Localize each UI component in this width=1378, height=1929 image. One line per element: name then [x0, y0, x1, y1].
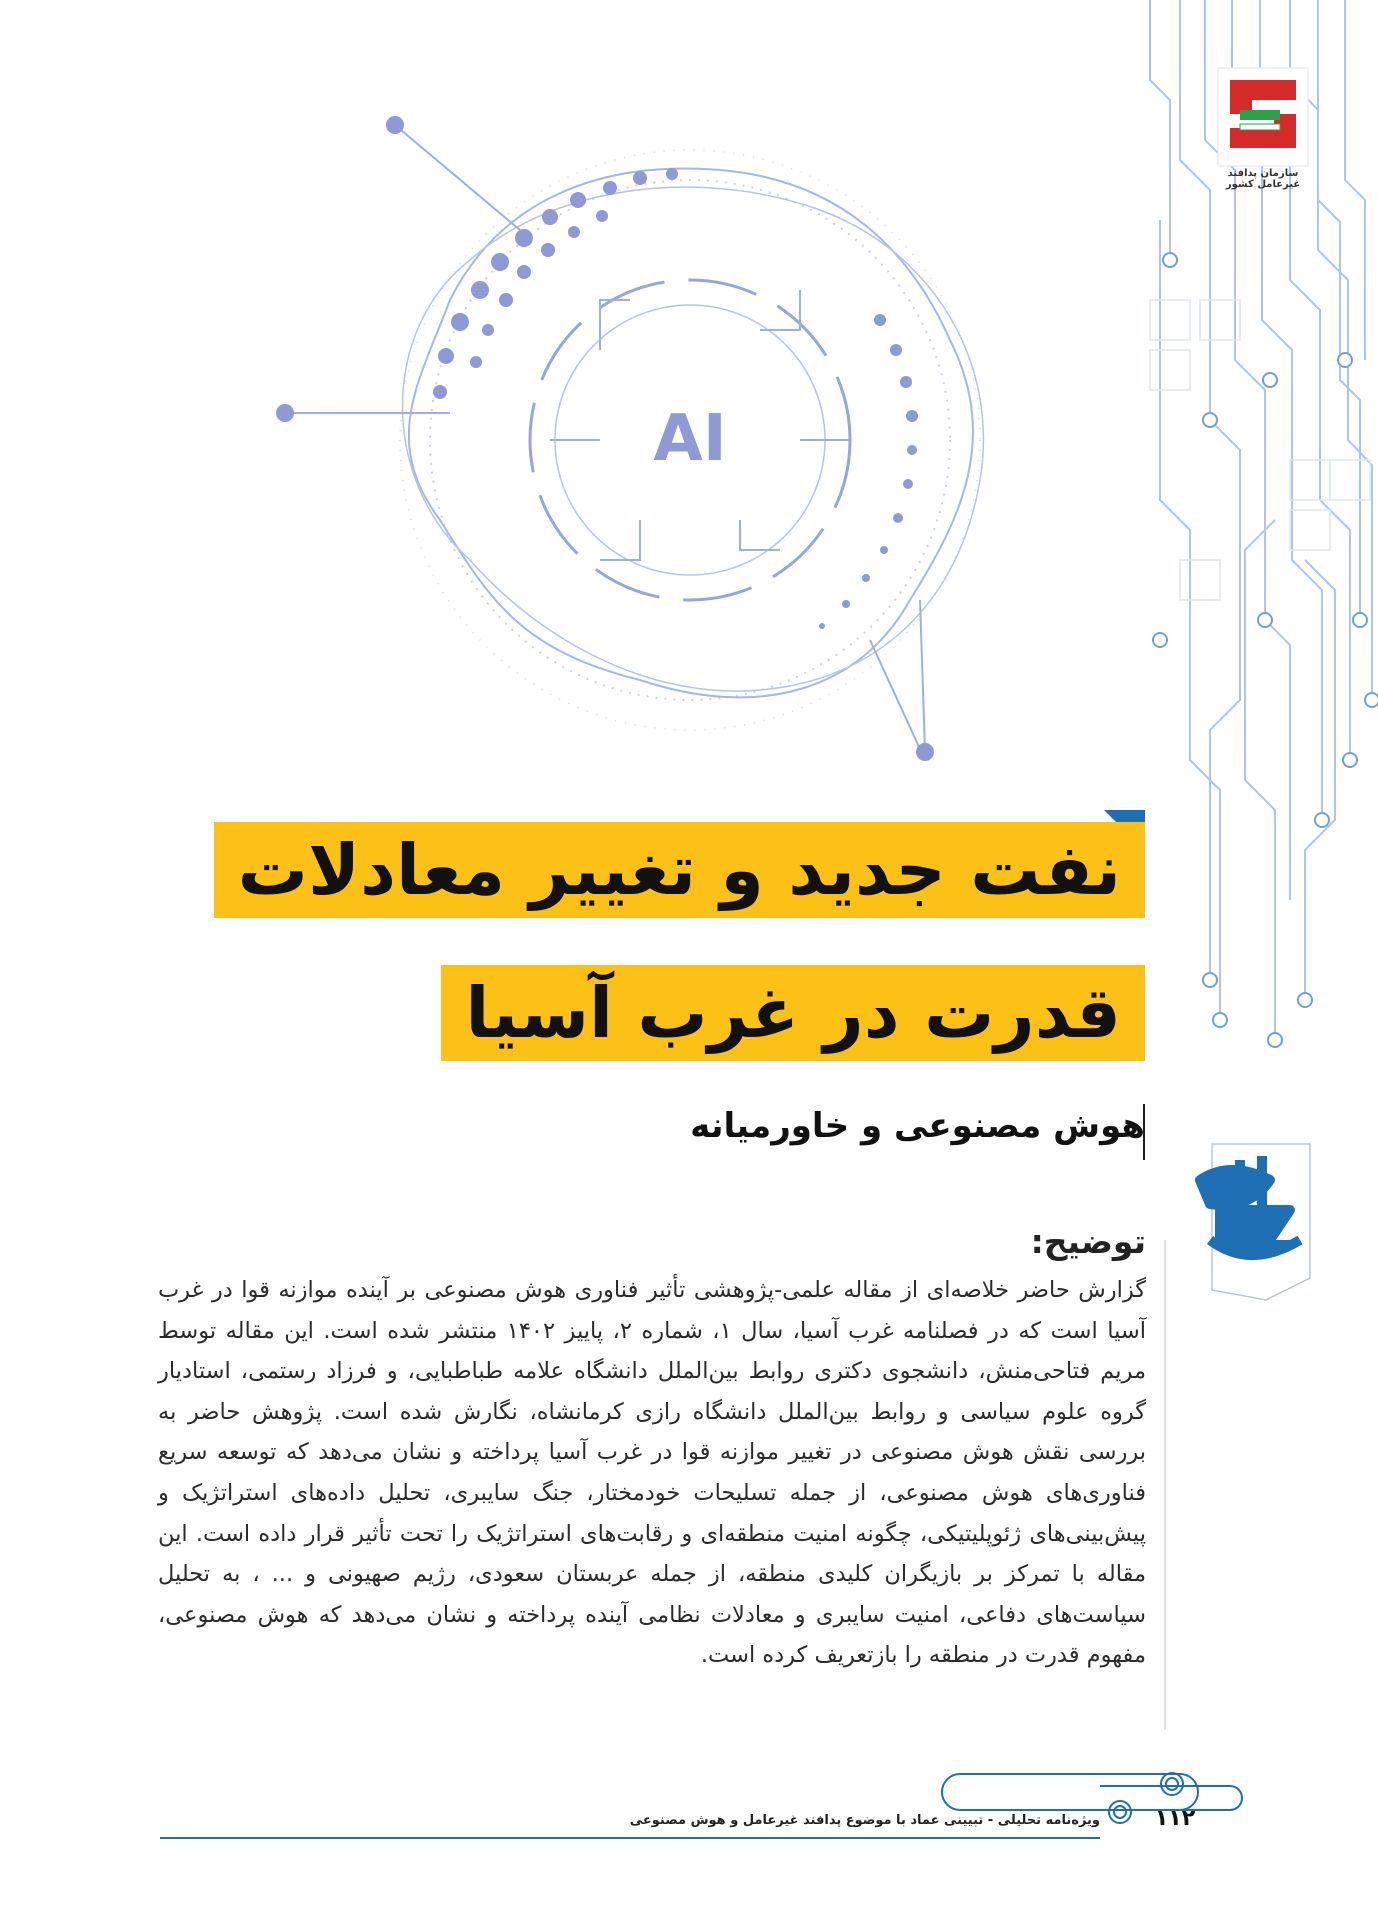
circuit-nodes [1153, 253, 1378, 1047]
description-heading: توضیح: [1030, 1222, 1146, 1261]
ai-label: AI [653, 402, 727, 476]
description-body: گزارش حاضر خلاصه‌ای از مقاله علمی-پژوهشی تأثیر فناوری هوش مصنوعی بر آینده موازنه قوا در غرب آسیا است که در فصلنامه غرب آسیا، سال ۱، شماره ۲، پاییز ۱۴۰۲ منتشر شده است. این مقاله توسط مریم فتاحی‌منش، دانشجوی دکتری روابط بین‌الملل دانشگاه علامه طباطبایی، و فرزاد رستمی، استادیار گروه علوم سیاسی و روابط بین‌الملل دانشگاه رازی کرمانشاه، نگارش شده است. پژوهش حاضر به بررسی نقش هوش مصنوعی در تغییر موازنه قوا در غرب آسیا پرداخته و نشان می‌دهد که توسعه سریع فناوری‌های هوش مصنوعی، از جمله تسلیحات خودمختار، جنگ سایبری، تحلیل داده‌های استراتژیک و پیش‌بینی‌های ژئوپلیتیکی، چگونه امنیت منطقه‌ای و رقابت‌های استراتژیک را تحت تأثیر قرار داده است. این مقاله با تمرکز بر بازیگران کلیدی منطقه، از جمله عربستان سعودی، رژیم صهیونی و ... ، به تحلیل سیاست‌های دفاعی، امنیت سایبری و معادلات نظامی آینده پرداخته و نشان می‌دهد که هوش مصنوعی، مفهوم قدرت در منطقه را بازتعریف کرده است. [158, 1277, 1147, 1669]
logo-caption: سازمان پدافند غیرعامل کشور [1225, 168, 1301, 190]
emad-calligraphy-icon [1200, 1144, 1310, 1300]
circuit-grid [1150, 300, 1370, 600]
description-rule [1164, 1240, 1166, 1730]
title-line-1: نفت جدید و تغییر معادلات [214, 822, 1145, 918]
title-line-2: قدرت در غرب آسیا [441, 965, 1145, 1061]
footer-decoration [160, 1773, 1242, 1838]
ai-illustration [276, 116, 983, 761]
footer-text: ویژه‌نامه تحلیلی - تبیینی عماد با موضوع پدافند غیرعامل و هوش مصنوعی [629, 1813, 1100, 1828]
emad-logo-icon [1218, 68, 1308, 166]
subtitle: هوش مصنوعی و خاورمیانه [690, 1106, 1145, 1146]
page-number: ۱۱۲ [1154, 1806, 1196, 1831]
